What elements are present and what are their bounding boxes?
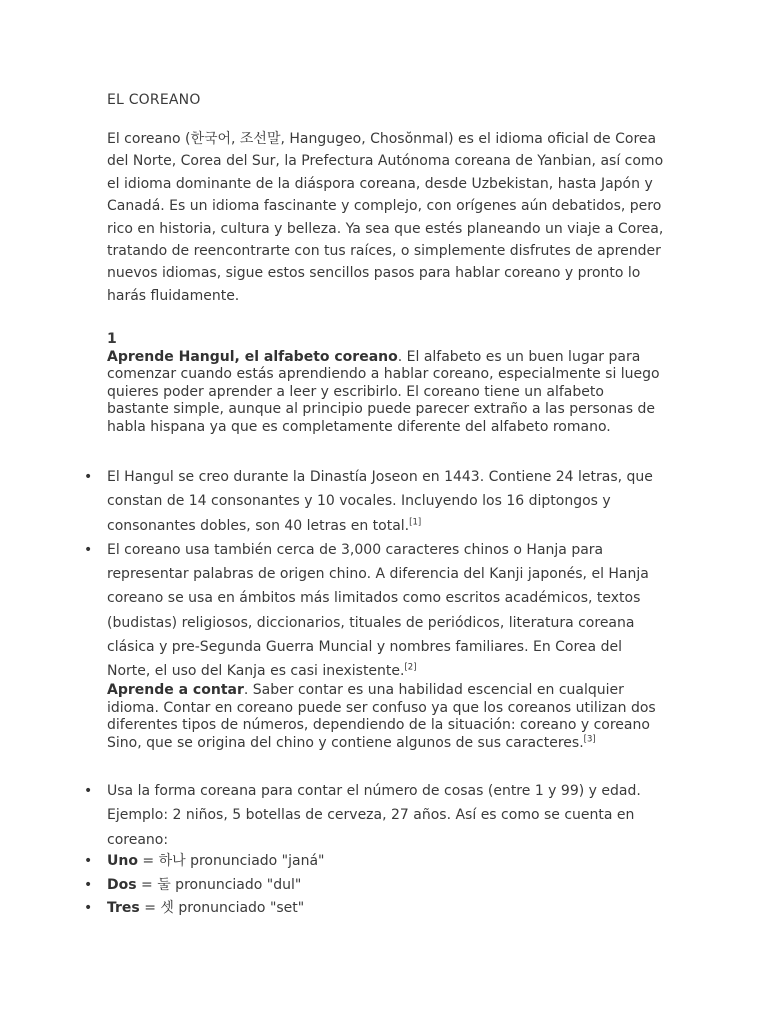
number-word: Uno bbox=[107, 853, 138, 869]
list-item bbox=[107, 779, 667, 852]
step-2-lead[interactable]: Aprende a contar bbox=[107, 682, 244, 698]
number-word: Tres bbox=[107, 900, 140, 916]
step-1 bbox=[107, 331, 667, 437]
number-translation: = 하나 pronunciado "janá" bbox=[137, 853, 325, 869]
number-translation: = 셋 pronunciado "set" bbox=[139, 900, 305, 916]
numbers-list bbox=[107, 850, 667, 921]
step-2-text: . Saber contar es una habilidad escencial en cualquier idioma. Contar en coreano puede ser confuso ya que los coreanos utilizan dos diferentes tipos de números, dependiendo de la situación: coreano y coreano Sino, que se origina del chino y contiene algunos de sus caracteres. bbox=[107, 682, 656, 751]
reference-link[interactable]: [3] bbox=[583, 734, 596, 745]
bullet-text: Usa la forma coreana para contar el número de cosas (entre 1 y 99) y edad. Ejemplo: 2 niños, 5 botellas de cerveza, 27 años. Así es como se cuenta en coreano: bbox=[107, 783, 641, 848]
step-2 bbox=[107, 682, 667, 752]
step-1-number: 1 bbox=[107, 331, 117, 347]
step-1-text: . El alfabeto es un buen lugar para comenzar cuando estás aprendiendo a hablar coreano, especialmente si luego quieres poder aprender a leer y escribirlo. El coreano tiene un alfabeto bastante simple, aunque al principio puede parecer extraño a las personas de habla hispana ya que es completamente diferente del alfabeto romano. bbox=[107, 348, 660, 435]
step-1-bullet-list bbox=[107, 465, 667, 684]
document-title: EL COREANO bbox=[107, 92, 201, 108]
number-word: Dos bbox=[107, 876, 137, 893]
number-translation: = 둘 pronunciado "dul" bbox=[136, 876, 302, 893]
reference-link[interactable]: [2] bbox=[404, 662, 417, 673]
list-item bbox=[107, 874, 667, 898]
reference-link[interactable]: [1] bbox=[409, 516, 422, 527]
list-item bbox=[107, 465, 667, 538]
list-item bbox=[107, 850, 667, 874]
list-item bbox=[107, 538, 667, 684]
step-1-lead[interactable]: Aprende Hangul, el alfabeto coreano bbox=[107, 348, 398, 365]
bullet-text: El Hangul se creo durante la Dinastía Joseon en 1443. Contiene 24 letras, que constan de 14 consonantes y 10 vocales. Incluyendo los 16 diptongos y consonantes dobles, son 40 letras en total. bbox=[107, 469, 653, 534]
list-item bbox=[107, 897, 667, 921]
step-2-bullet-list bbox=[107, 779, 667, 852]
bullet-text: El coreano usa también cerca de 3,000 caracteres chinos o Hanja para representar palabras de origen chino. A diferencia del Kanji japonés, el Hanja coreano se usa en ámbitos más limitados como escritos académicos, textos (budistas) religiosos, diccionarios, tituales de periódicos, literatura coreana clásica y pre-Segunda Guerra Muncial y nombres familiares. En Corea del Norte, el uso del Kanja es casi inexistente. bbox=[107, 541, 649, 680]
intro-paragraph: El coreano (한국어, 조선말, Hangugeo, Chosŏnmal) es el idioma oficial de Corea del Norte, Corea del Sur, la Prefectura Autónoma coreana de Yanbian, así como el idioma dominante de la diáspora coreana, desde Uzbekistan, hasta Japón y Canadá. Es un idioma fascinante y complejo, con orígenes aún debatidos, pero rico en historia, cultura y belleza. Ya sea que estés planeando un viaje a Corea, tratando de reencontrarte con tus raíces, o simplemente disfrutes de aprender nuevos idiomas, sigue estos sencillos pasos para hablar coreano y pronto lo harás fluidamente. bbox=[107, 131, 664, 304]
